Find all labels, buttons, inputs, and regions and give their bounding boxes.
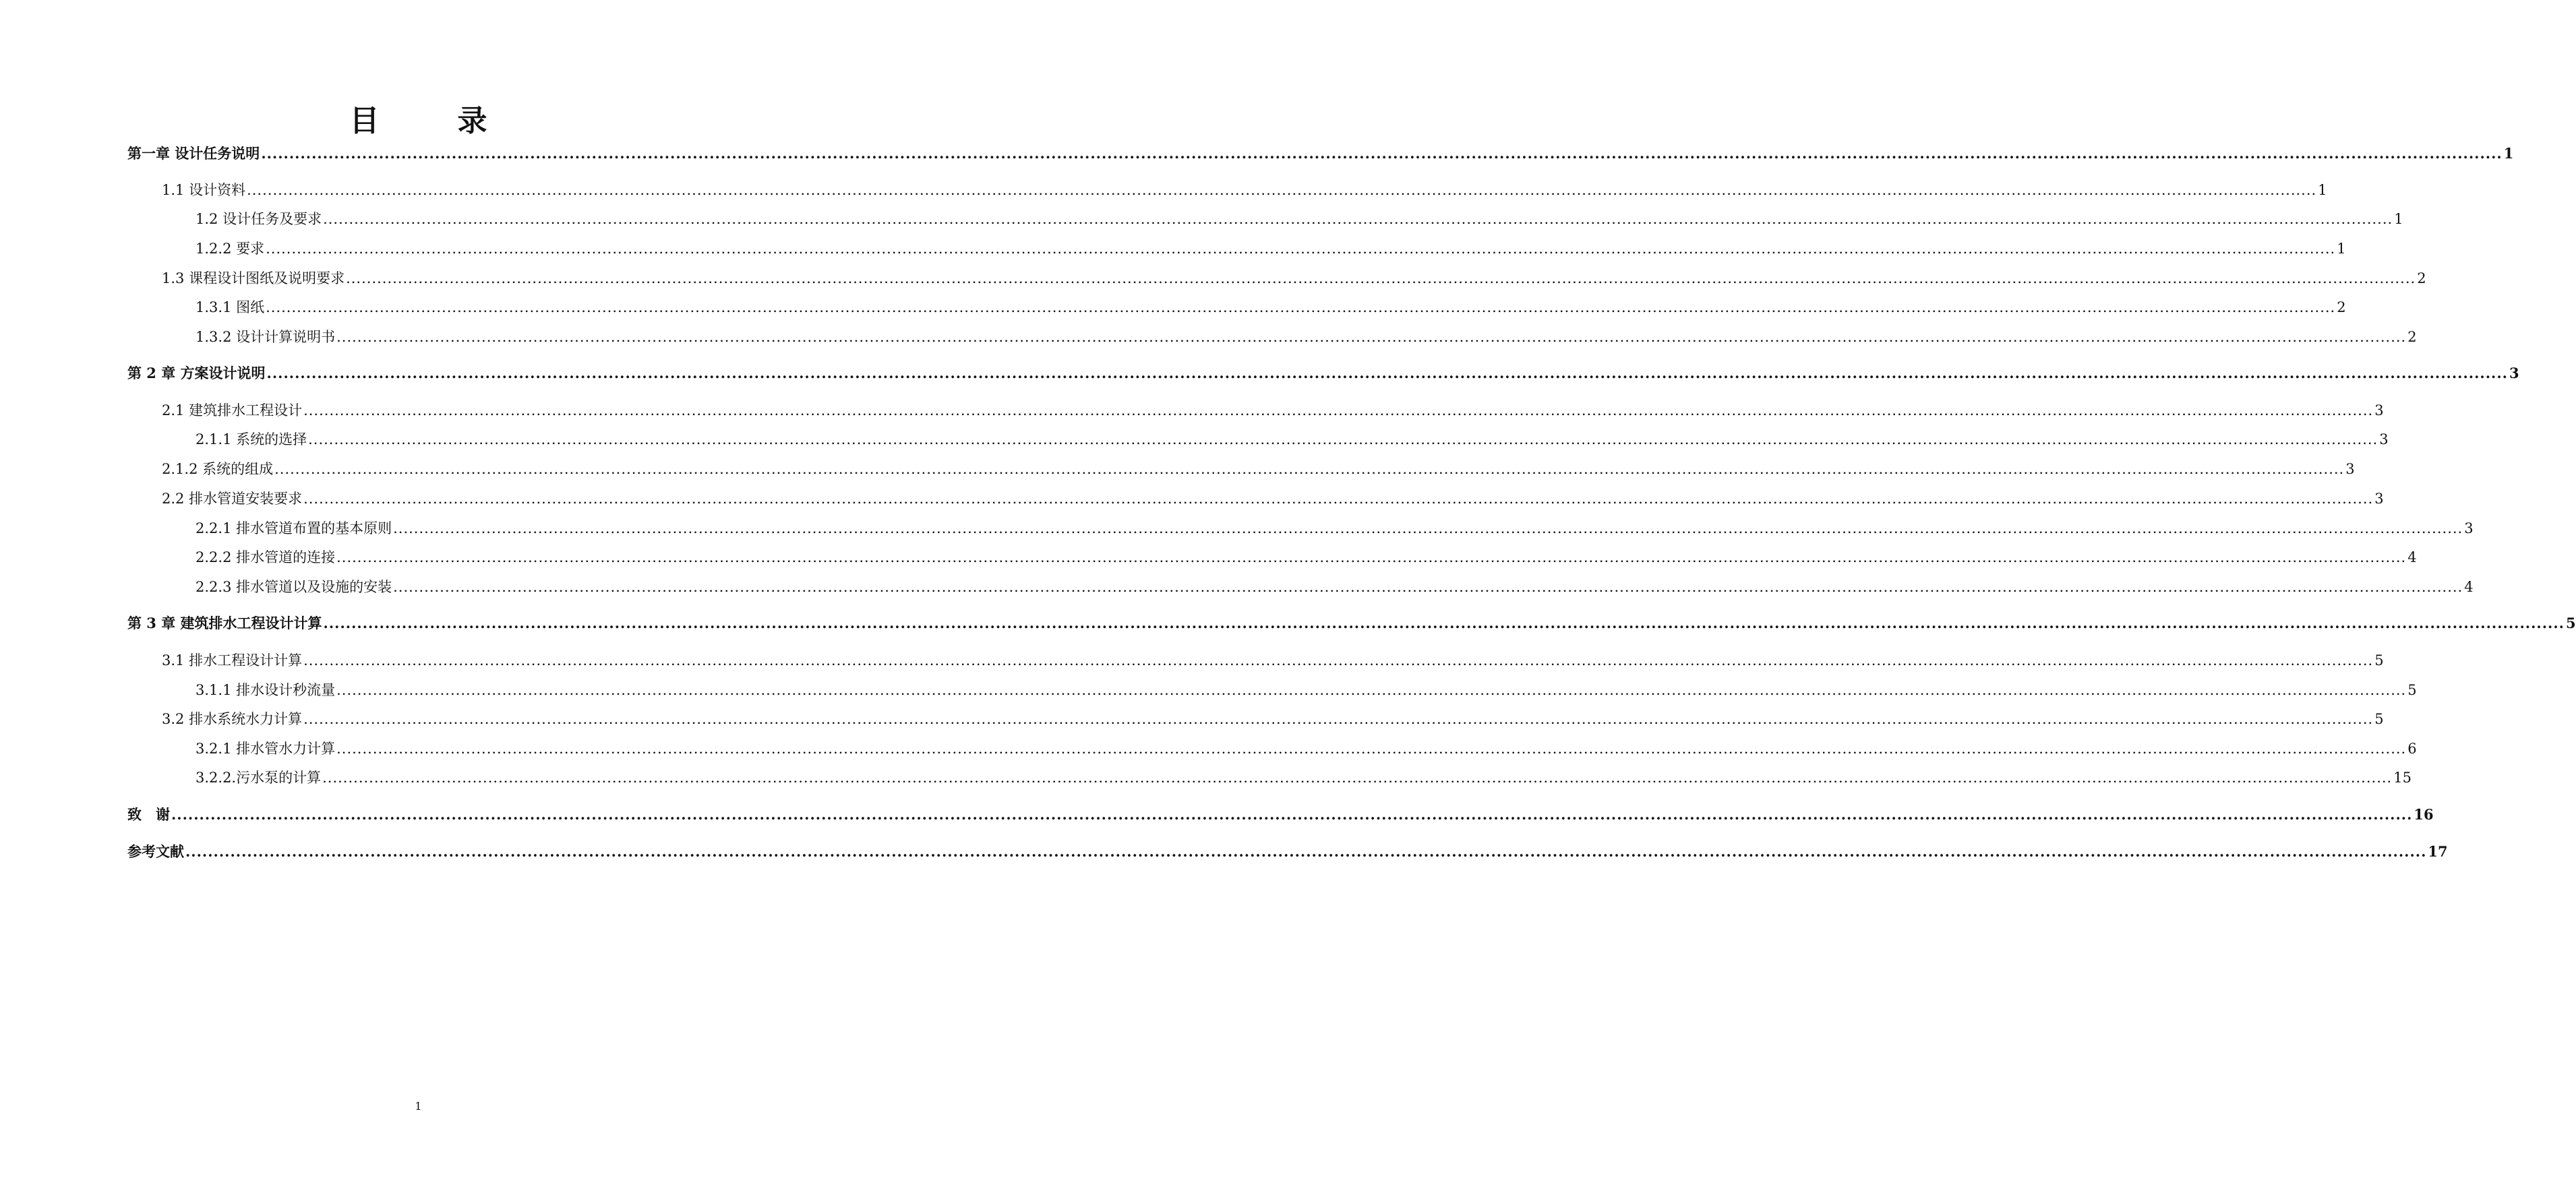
toc-entry-page: 16: [2414, 806, 2434, 823]
toc-entry-text: 致 谢: [127, 806, 170, 823]
toc-entry-page: 1: [2337, 241, 2346, 257]
toc-entry-page: 3: [2345, 461, 2355, 477]
toc-leader-dots: ................................................................................................................................................................................................................................................................................................................................................................................................................: [171, 806, 2413, 823]
toc-leader-dots: ................................................................................................................................................................................................................................................................................................................................................................................................................: [303, 491, 2374, 507]
toc-entry[interactable]: [162, 488, 2384, 508]
toc-leader-dots: ................................................................................................................................................................................................................................................................................................................................................................................................................: [185, 843, 2427, 860]
toc-entry[interactable]: [196, 518, 2474, 538]
toc-leader-dots: ................................................................................................................................................................................................................................................................................................................................................................................................................: [247, 182, 2317, 198]
toc-leader-dots: ................................................................................................................................................................................................................................................................................................................................................................................................................: [266, 365, 2508, 381]
toc-leader-dots: ................................................................................................................................................................................................................................................................................................................................................................................................................: [303, 711, 2374, 727]
toc-leader-dots: ................................................................................................................................................................................................................................................................................................................................................................................................................: [274, 461, 2345, 477]
toc-leader-dots: ................................................................................................................................................................................................................................................................................................................................................................................................................: [308, 431, 2378, 447]
toc-leader-dots: ................................................................................................................................................................................................................................................................................................................................................................................................................: [346, 270, 2416, 286]
toc-entry-page: 5: [2565, 615, 2576, 631]
toc-entry-page: 4: [2407, 549, 2417, 565]
toc-entry[interactable]: [162, 708, 2384, 728]
toc-leader-dots: ................................................................................................................................................................................................................................................................................................................................................................................................................: [261, 145, 2503, 162]
toc-entry-page: 3: [2374, 402, 2384, 418]
toc-entry[interactable]: [196, 679, 2417, 699]
toc-entry[interactable]: [162, 400, 2384, 420]
toc-entry[interactable]: [196, 429, 2389, 449]
toc-entry-page: 17: [2428, 843, 2448, 860]
toc-entry-text: 3.2.2.污水泵的计算: [196, 770, 322, 786]
toc-entry[interactable]: [196, 576, 2474, 596]
toc-leader-dots: ................................................................................................................................................................................................................................................................................................................................................................................................................: [303, 652, 2374, 668]
toc-entry-page: 3: [2509, 365, 2519, 381]
toc-leader-dots: ................................................................................................................................................................................................................................................................................................................................................................................................................: [266, 241, 2336, 257]
toc-leader-dots: ................................................................................................................................................................................................................................................................................................................................................................................................................: [336, 682, 2407, 698]
toc-entry-text: 3.2.1 排水管水力计算: [196, 741, 336, 757]
toc-entry-text: 第 3 章 建筑排水工程设计计算: [127, 615, 322, 631]
toc-entry[interactable]: [196, 326, 2417, 346]
toc-entry[interactable]: [162, 268, 2426, 288]
toc-entry-text: 第一章 设计任务说明: [127, 145, 260, 162]
toc-entry-text: 1.3.2 设计计算说明书: [196, 329, 336, 345]
toc-leader-dots: ................................................................................................................................................................................................................................................................................................................................................................................................................: [323, 615, 2565, 631]
toc-leader-dots: ................................................................................................................................................................................................................................................................................................................................................................................................................: [323, 211, 2393, 227]
toc-entry[interactable]: [196, 238, 2346, 258]
toc-entry[interactable]: [162, 458, 2355, 478]
toc-entry-page: 1: [2503, 145, 2514, 162]
toc-entry-page: 5: [2374, 652, 2384, 668]
toc-entry[interactable]: [127, 841, 2448, 861]
toc-entry[interactable]: [127, 363, 2519, 383]
toc-leader-dots: ................................................................................................................................................................................................................................................................................................................................................................................................................: [393, 579, 2463, 595]
toc-entry[interactable]: [196, 767, 2412, 787]
toc-entry-page: 5: [2407, 682, 2417, 698]
toc-entry[interactable]: [196, 208, 2403, 228]
toc-entry-text: 1.2.2 要求: [196, 241, 265, 257]
toc-leader-dots: ................................................................................................................................................................................................................................................................................................................................................................................................................: [336, 329, 2407, 345]
toc-entry-text: 2.2.1 排水管道布置的基本原则: [196, 520, 392, 536]
toc-entry[interactable]: [127, 804, 2434, 824]
toc-entry-text: 2.2.2 排水管道的连接: [196, 549, 336, 565]
toc-entry-text: 2.2.3 排水管道以及设施的安装: [196, 579, 392, 595]
toc-entry-page: 1: [2318, 182, 2327, 198]
toc-entry-text: 3.1.1 排水设计秒流量: [196, 682, 336, 698]
toc-leader-dots: ................................................................................................................................................................................................................................................................................................................................................................................................................: [393, 520, 2463, 536]
toc-entry-page: 2: [2337, 299, 2346, 315]
toc-entry-text: 参考文献: [127, 843, 184, 860]
toc-leader-dots: ................................................................................................................................................................................................................................................................................................................................................................................................................: [336, 741, 2407, 757]
toc-entry[interactable]: [196, 547, 2417, 567]
toc-leader-dots: ................................................................................................................................................................................................................................................................................................................................................................................................................: [322, 770, 2393, 786]
toc-entry[interactable]: [162, 179, 2327, 199]
toc-entry-text: 2.1.1 系统的选择: [196, 431, 307, 447]
toc-leader-dots: ................................................................................................................................................................................................................................................................................................................................................................................................................: [303, 402, 2374, 418]
toc-entry-text: 2.2 排水管道安装要求: [162, 491, 303, 507]
toc-entry-text: 3.2 排水系统水力计算: [162, 711, 303, 727]
toc-entry-page: 3: [2379, 431, 2389, 447]
toc-entry-page: 2: [2417, 270, 2426, 286]
toc-entry-text: 1.3 课程设计图纸及说明要求: [162, 270, 345, 286]
toc-title: 目 录: [349, 104, 512, 138]
toc-entry-page: 2: [2407, 329, 2417, 345]
toc-entry-page: 5: [2374, 711, 2384, 727]
toc-entry[interactable]: [127, 613, 2576, 633]
toc-entry[interactable]: [162, 650, 2384, 670]
toc-entry[interactable]: [196, 297, 2346, 317]
toc-entry[interactable]: [196, 738, 2417, 758]
toc-entry[interactable]: [127, 143, 2514, 163]
toc-entry-text: 第 2 章 方案设计说明: [127, 365, 266, 381]
toc-entry-page: 4: [2464, 579, 2474, 595]
toc-entry-page: 6: [2407, 741, 2417, 757]
toc-entry-text: 3.1 排水工程设计计算: [162, 652, 303, 668]
toc-entry-text: 1.2 设计任务及要求: [196, 211, 322, 227]
toc-entry-page: 3: [2464, 520, 2474, 536]
toc-entry-text: 1.3.1 图纸: [196, 299, 265, 315]
page-number: 1: [415, 1100, 422, 1113]
toc-entry-text: 2.1.2 系统的组成: [162, 461, 274, 477]
toc-leader-dots: ................................................................................................................................................................................................................................................................................................................................................................................................................: [266, 299, 2336, 315]
toc-entry-text: 1.1 设计资料: [162, 182, 246, 198]
toc-entry-page: 1: [2394, 211, 2403, 227]
toc-entry-page: 15: [2393, 770, 2412, 786]
toc-entry-page: 3: [2374, 491, 2384, 507]
toc-leader-dots: ................................................................................................................................................................................................................................................................................................................................................................................................................: [336, 549, 2407, 565]
toc-entry-text: 2.1 建筑排水工程设计: [162, 402, 303, 418]
